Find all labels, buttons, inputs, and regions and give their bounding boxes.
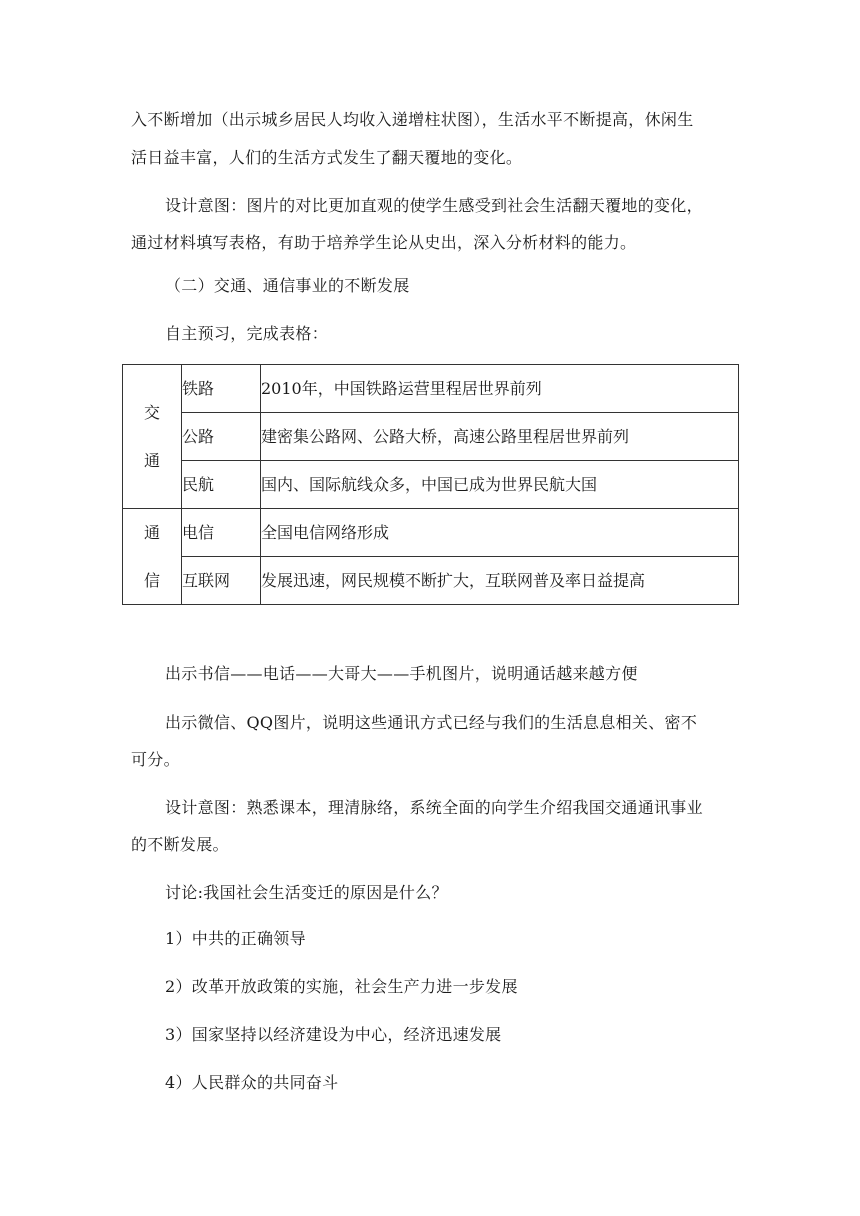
reason-item: 4）人民群众的共同奋斗 (165, 1073, 339, 1092)
reason-item: 1）中共的正确领导 (165, 929, 306, 948)
item-name: 互联网 (182, 557, 261, 605)
item-name: 民航 (182, 461, 261, 509)
paragraph-income-line-2: 活日益丰富，人们的生活方式发生了翻天覆地的变化。 (131, 148, 523, 167)
table-row (123, 413, 739, 461)
design-intent-2-line-1: 设计意图：熟悉课本，理清脉络，系统全面的向学生介绍我国交通通讯事业 (165, 798, 703, 817)
category-transport (123, 365, 182, 509)
reason-item: 3）国家坚持以经济建设为中心，经济迅速发展 (165, 1025, 502, 1044)
item-name: 电信 (182, 509, 261, 557)
item-description: 发展迅速，网民规模不断扩大，互联网普及率日益提高 (261, 557, 739, 605)
table-row (123, 557, 739, 605)
table-row (123, 509, 739, 557)
category-char: 通 (143, 450, 160, 470)
paragraph-wechat-line-1: 出示微信、QQ图片，说明这些通讯方式已经与我们的生活息息相关、密不 (165, 713, 698, 732)
item-name: 公路 (182, 413, 261, 461)
item-description: 建密集公路网、公路大桥，高速公路里程居世界前列 (261, 413, 739, 461)
item-description: 2010年，中国铁路运营里程居世界前列 (261, 365, 739, 413)
design-intent-1-line-1: 设计意图：图片的对比更加直观的使学生感受到社会生活翻天覆地的变化， (165, 196, 703, 215)
category-char: 信 (143, 570, 160, 590)
category-char: 通 (143, 522, 160, 542)
reason-item: 2）改革开放政策的实施，社会生产力进一步发展 (165, 977, 518, 996)
category-char: 交 (143, 402, 160, 422)
design-intent-1-line-2: 通过材料填写表格，有助于培养学生论从史出，深入分析材料的能力。 (131, 233, 637, 252)
transport-telecom-table (122, 364, 739, 605)
item-name: 铁路 (182, 365, 261, 413)
preview-instruction: 自主预习，完成表格： (165, 324, 329, 343)
table-row (123, 461, 739, 509)
paragraph-income-line-1: 入不断增加（出示城乡居民人均收入递增柱状图），生活水平不断提高，休闲生 (131, 110, 694, 129)
item-description: 国内、国际航线众多，中国已成为世界民航大国 (261, 461, 739, 509)
table-row (123, 365, 739, 413)
item-description: 全国电信网络形成 (261, 509, 739, 557)
paragraph-wechat-line-2: 可分。 (131, 750, 180, 769)
category-telecom (123, 509, 182, 605)
paragraph-phone-evolution: 出示书信——电话——大哥大——手机图片，说明通话越来越方便 (165, 664, 638, 683)
section-heading: （二）交通、通信事业的不断发展 (165, 276, 410, 295)
discussion-question: 讨论:我国社会生活变迁的原因是什么？ (165, 883, 448, 902)
design-intent-2-line-2: 的不断发展。 (131, 835, 229, 854)
